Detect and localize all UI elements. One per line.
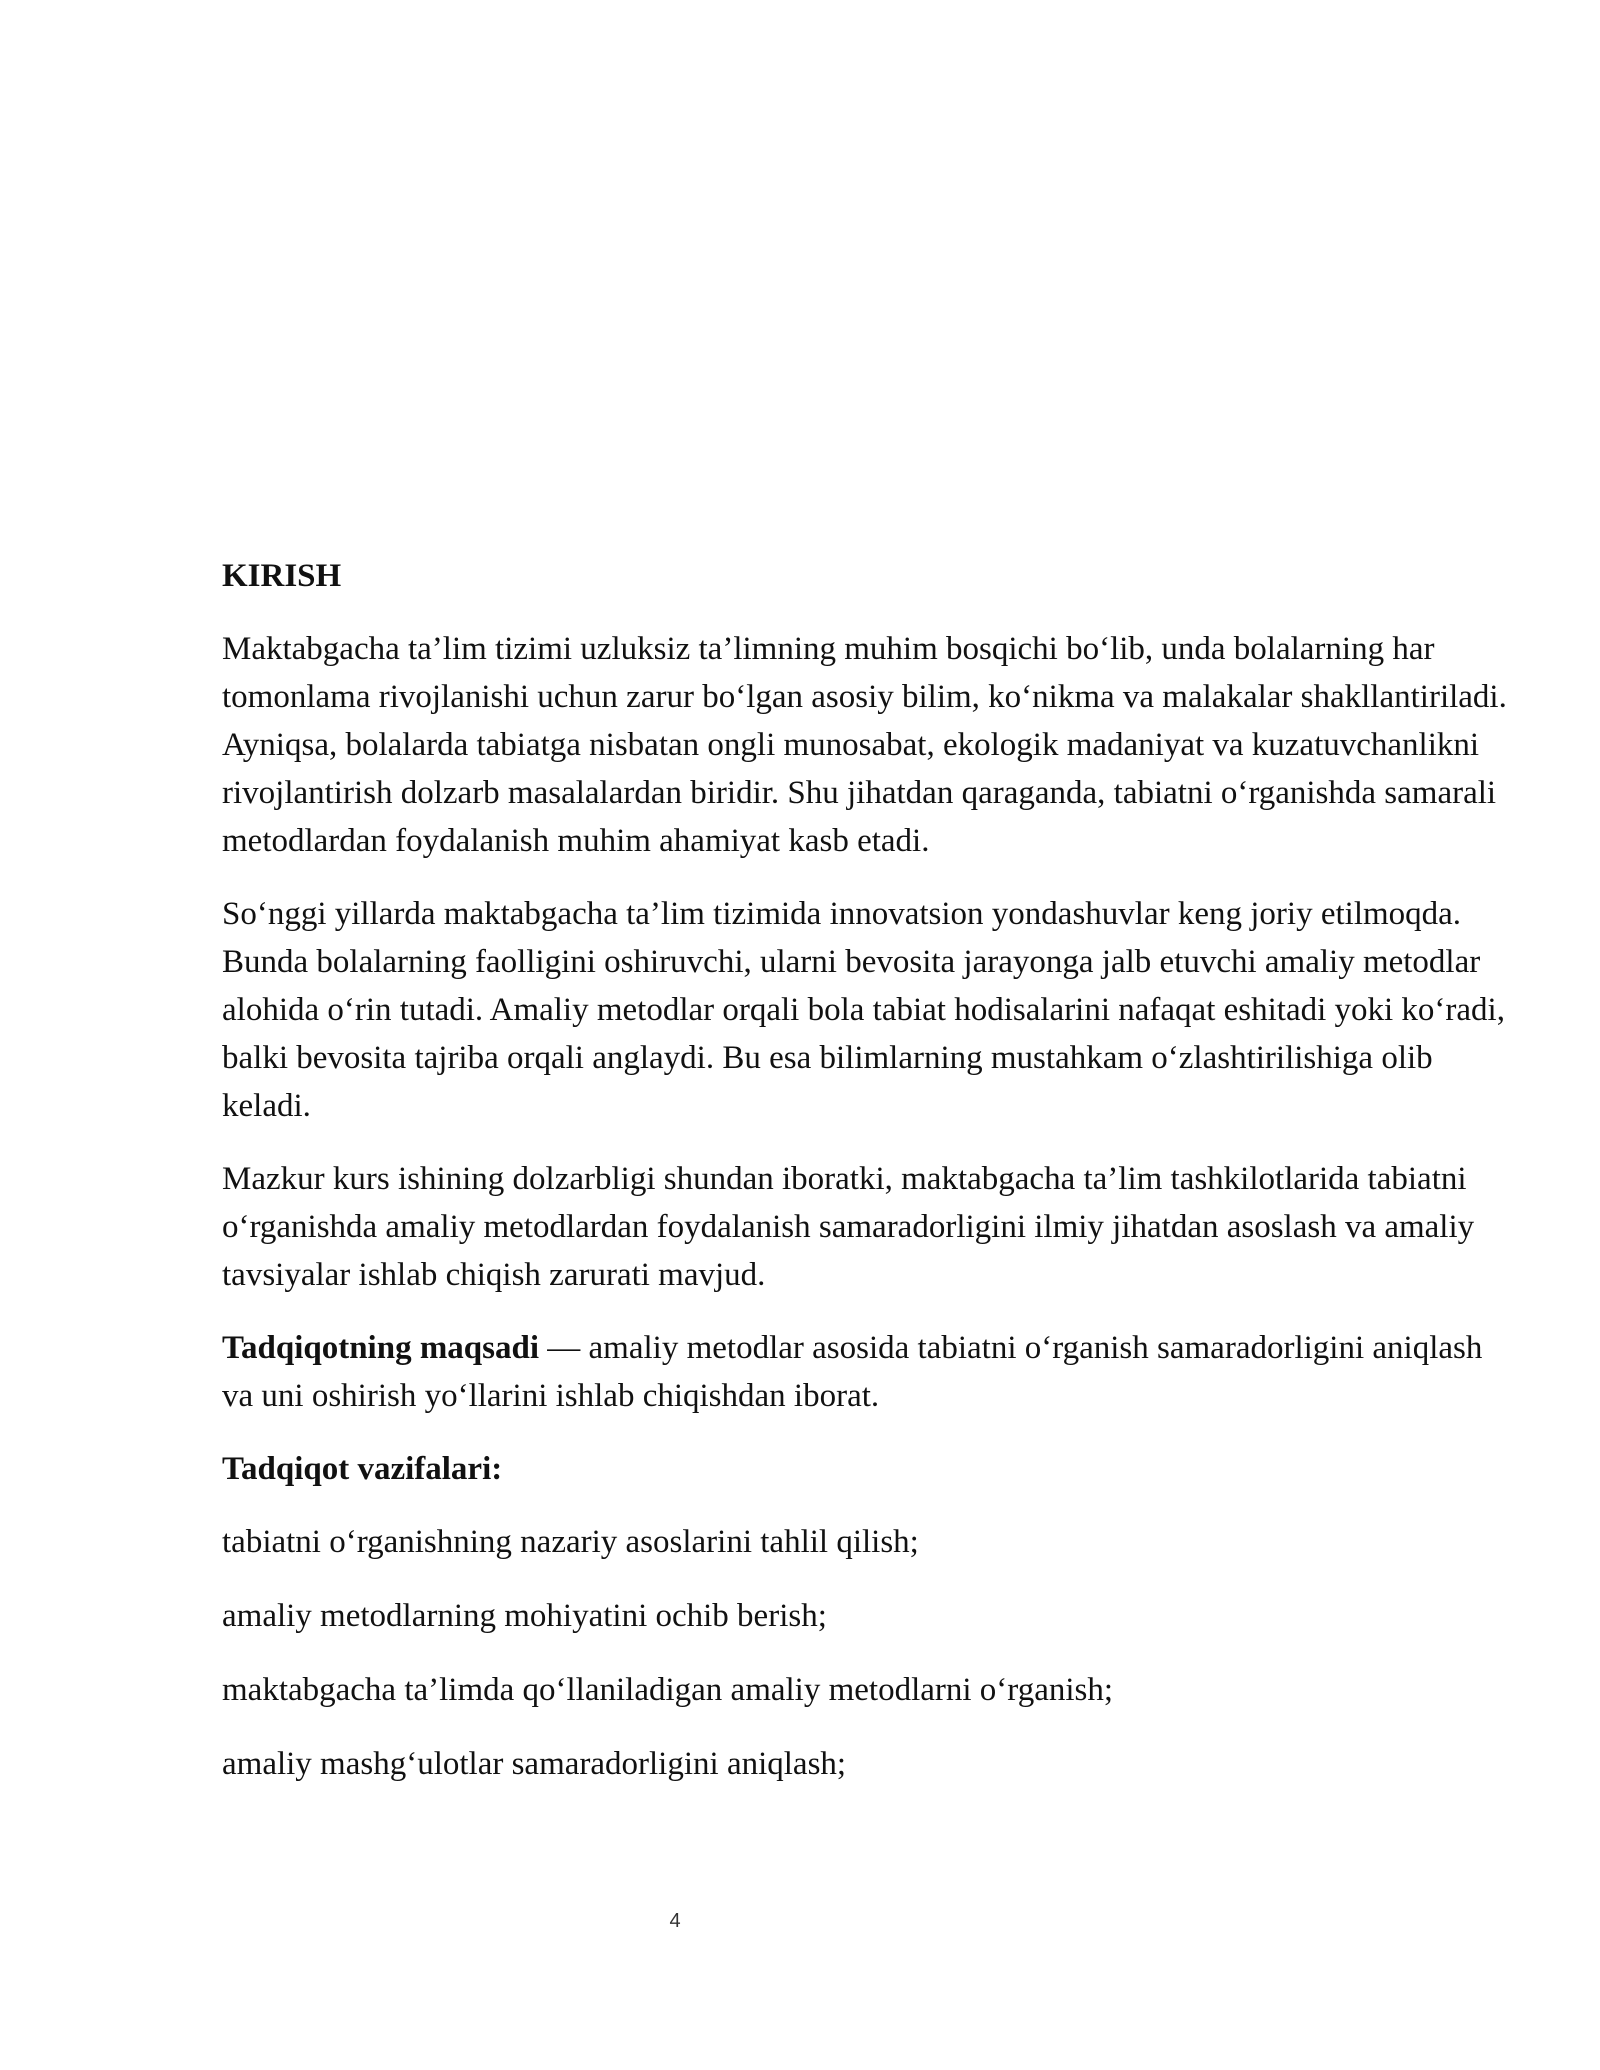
- task-item: maktabgacha ta’limda qo‘llaniladigan amaliy metodlarni o‘rganish;: [222, 1672, 1114, 1708]
- section-heading: KIRISH: [222, 558, 342, 594]
- research-goal-paragraph: [222, 1324, 1512, 1420]
- task-item: amaliy metodlarning mohiyatini ochib berish;: [222, 1598, 827, 1634]
- intro-paragraph-3: Mazkur kurs ishining dolzarbligi shundan iboratki, maktabgacha ta’lim tashkilotlarida tabiatni o‘rganishda amaliy metodlardan foydalanish samaradorligini ilmiy jihatdan asoslash va amaliy tavsiyalar ishlab chiqish zarurati mavjud.: [222, 1161, 1475, 1293]
- task-item: amaliy mashg‘ulotlar samaradorligini aniqlash;: [222, 1746, 847, 1782]
- research-goal-label: Tadqiqotning maqsadi: [222, 1330, 540, 1366]
- task-item: tabiatni o‘rganishning nazariy asoslarini tahlil qilish;: [222, 1524, 919, 1560]
- intro-paragraph-1: Maktabgacha ta’lim tizimi uzluksiz ta’limning muhim bosqichi bo‘lib, unda bolalarning har tomonlama rivojlanishi uchun zarur bo‘lgan asosiy bilim, ko‘nikma va malakalar shakllantiriladi. Ayniqsa, bolalarda tabiatga nisbatan ongli munosabat, ekologik madaniyat va kuzatuvchanlikni rivojlantirish dolzarb masalalardan biridir. Shu jihatdan qaraganda, tabiatni o‘rganishda samarali metodlardan foydalanish muhim ahamiyat kasb etadi.: [222, 631, 1507, 859]
- tasks-heading: Tadqiqot vazifalari:: [222, 1451, 503, 1487]
- page-number: 4: [669, 1910, 681, 1932]
- intro-paragraph-2: So‘nggi yillarda maktabgacha ta’lim tizimida innovatsion yondashuvlar keng joriy etilmoqda. Bunda bolalarning faolligini oshiruvchi, ularni bevosita jarayonga jalb etuvchi amaliy metodlar alohida o‘rin tutadi. Amaliy metodlar orqali bola tabiat hodisalarini nafaqat eshitadi yoki ko‘radi, balki bevosita tajriba orqali anglaydi. Bu esa bilimlarning mustahkam o‘zlashtirilishiga olib keladi.: [222, 896, 1505, 1124]
- page-content: [222, 552, 1512, 1814]
- research-goal-text: — amaliy metodlar asosida tabiatni o‘rganish samaradorligini aniqlash va uni oshirish yo‘llarini ishlab chiqishdan iborat.: [222, 1330, 1483, 1414]
